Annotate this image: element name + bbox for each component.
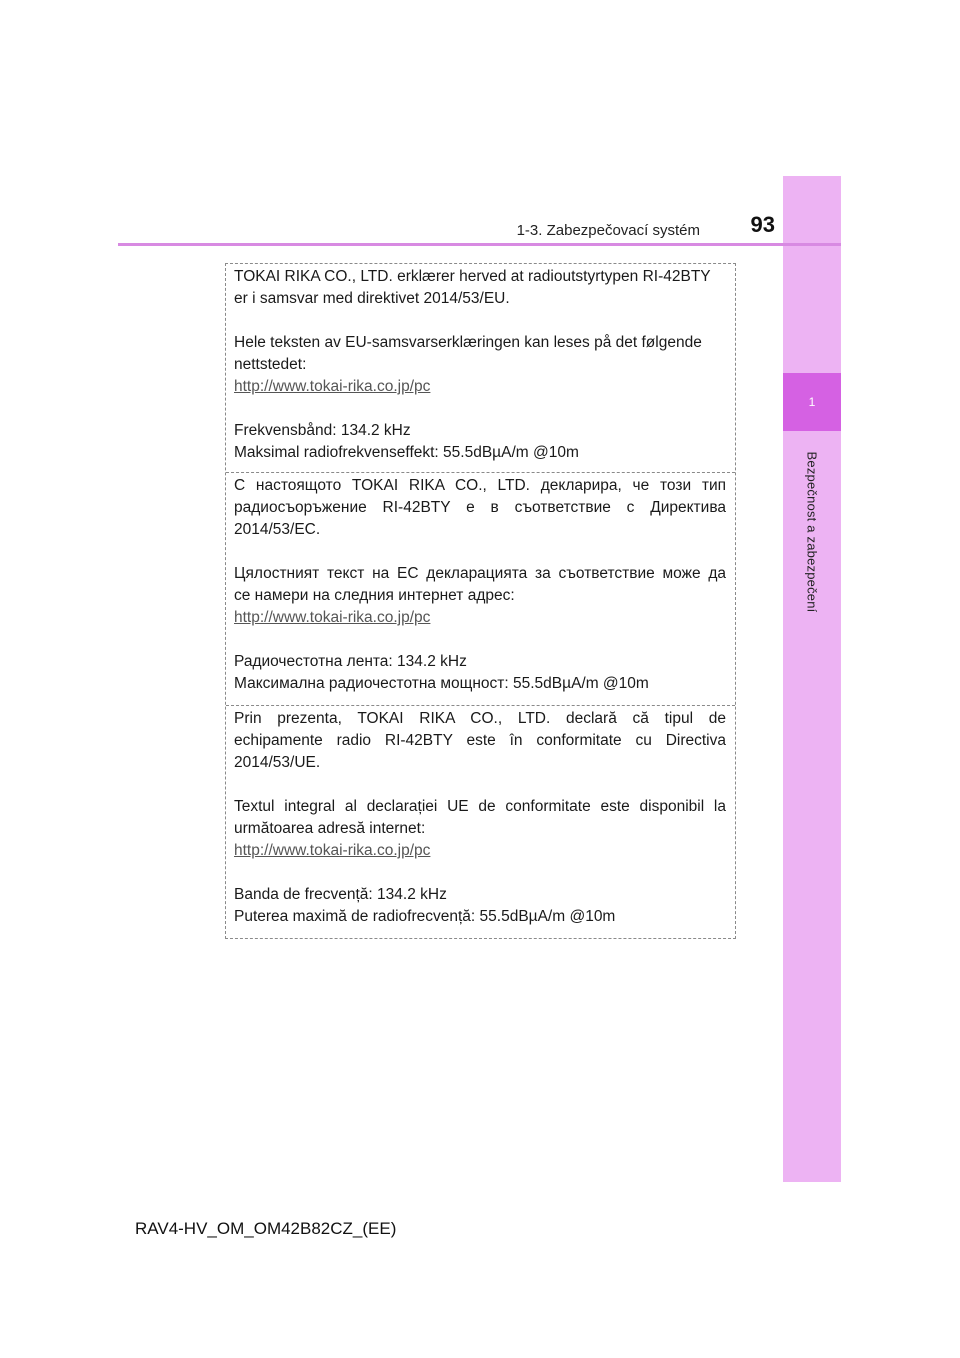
chapter-title: Bezpečnost a zabezpečení	[804, 451, 820, 613]
declaration-line: 2014/53/ЕС.	[234, 521, 321, 538]
declaration-line: TOKAI RIKA CO., LTD. erklærer herved at radioutstyrtypen RI-42BTY	[234, 268, 711, 285]
declaration-line: С настоящото TOKAI RIKA CO., LTD. декларира, че този тип	[234, 477, 726, 494]
full-text-intro: се намери на следния интернет адрес:	[234, 587, 515, 604]
full-text-intro: Цялостният текст на ЕС декларацията за съответствие може да	[234, 565, 726, 582]
declaration-line: 2014/53/UE.	[234, 754, 321, 771]
declaration-url-link[interactable]: http://www.tokai-rika.co.jp/pc	[234, 609, 431, 626]
declaration-url-link[interactable]: http://www.tokai-rika.co.jp/pc	[234, 378, 431, 395]
declaration-line: Prin prezenta, TOKAI RIKA CO., LTD. declară că tipul de	[234, 710, 726, 727]
page-number: 93	[750, 212, 775, 237]
chapter-side-tab	[783, 176, 841, 1182]
max-power: Puterea maximă de radiofrecvență: 55.5dBµA/m @10m	[234, 908, 616, 925]
max-power: Максимална радиочестотна мощност: 55.5dBµA/m @10m	[234, 675, 649, 692]
chapter-number-badge	[783, 373, 841, 431]
header-rule	[118, 243, 841, 246]
max-power: Maksimal radiofrekvenseffekt: 55.5dBµA/m @10m	[234, 444, 579, 461]
declaration-bulgarian	[226, 473, 735, 706]
chapter-number: 1	[808, 395, 816, 409]
frequency-band: Banda de frecvență: 134.2 kHz	[234, 886, 447, 903]
declaration-line: echipamente radio RI-42BTY este în conformitate cu Directiva	[234, 732, 726, 749]
full-text-intro: nettstedet:	[234, 356, 307, 373]
full-text-intro: Textul integral al declarației UE de conformitate este disponibil la	[234, 798, 726, 815]
declaration-line: радиосъоръжение RI-42BTY е в съответствие с Директива	[234, 499, 726, 516]
frequency-band: Радиочестотна лента: 134.2 kHz	[234, 653, 467, 670]
section-title: 1-3. Zabezpečovací systém	[516, 222, 700, 239]
document-code: RAV4-HV_OM_OM42B82CZ_(EE)	[135, 1219, 397, 1238]
full-text-intro: următoarea adresă internet:	[234, 820, 426, 837]
full-text-intro: Hele teksten av EU-samsvarserklæringen kan leses på det følgende	[234, 334, 702, 351]
declaration-line: er i samsvar med direktivet 2014/53/EU.	[234, 290, 510, 307]
frequency-band: Frekvensbånd: 134.2 kHz	[234, 422, 411, 439]
declaration-box	[225, 263, 736, 939]
declaration-romanian	[226, 706, 735, 938]
declaration-norwegian	[226, 264, 735, 473]
declaration-url-link[interactable]: http://www.tokai-rika.co.jp/pc	[234, 842, 431, 859]
